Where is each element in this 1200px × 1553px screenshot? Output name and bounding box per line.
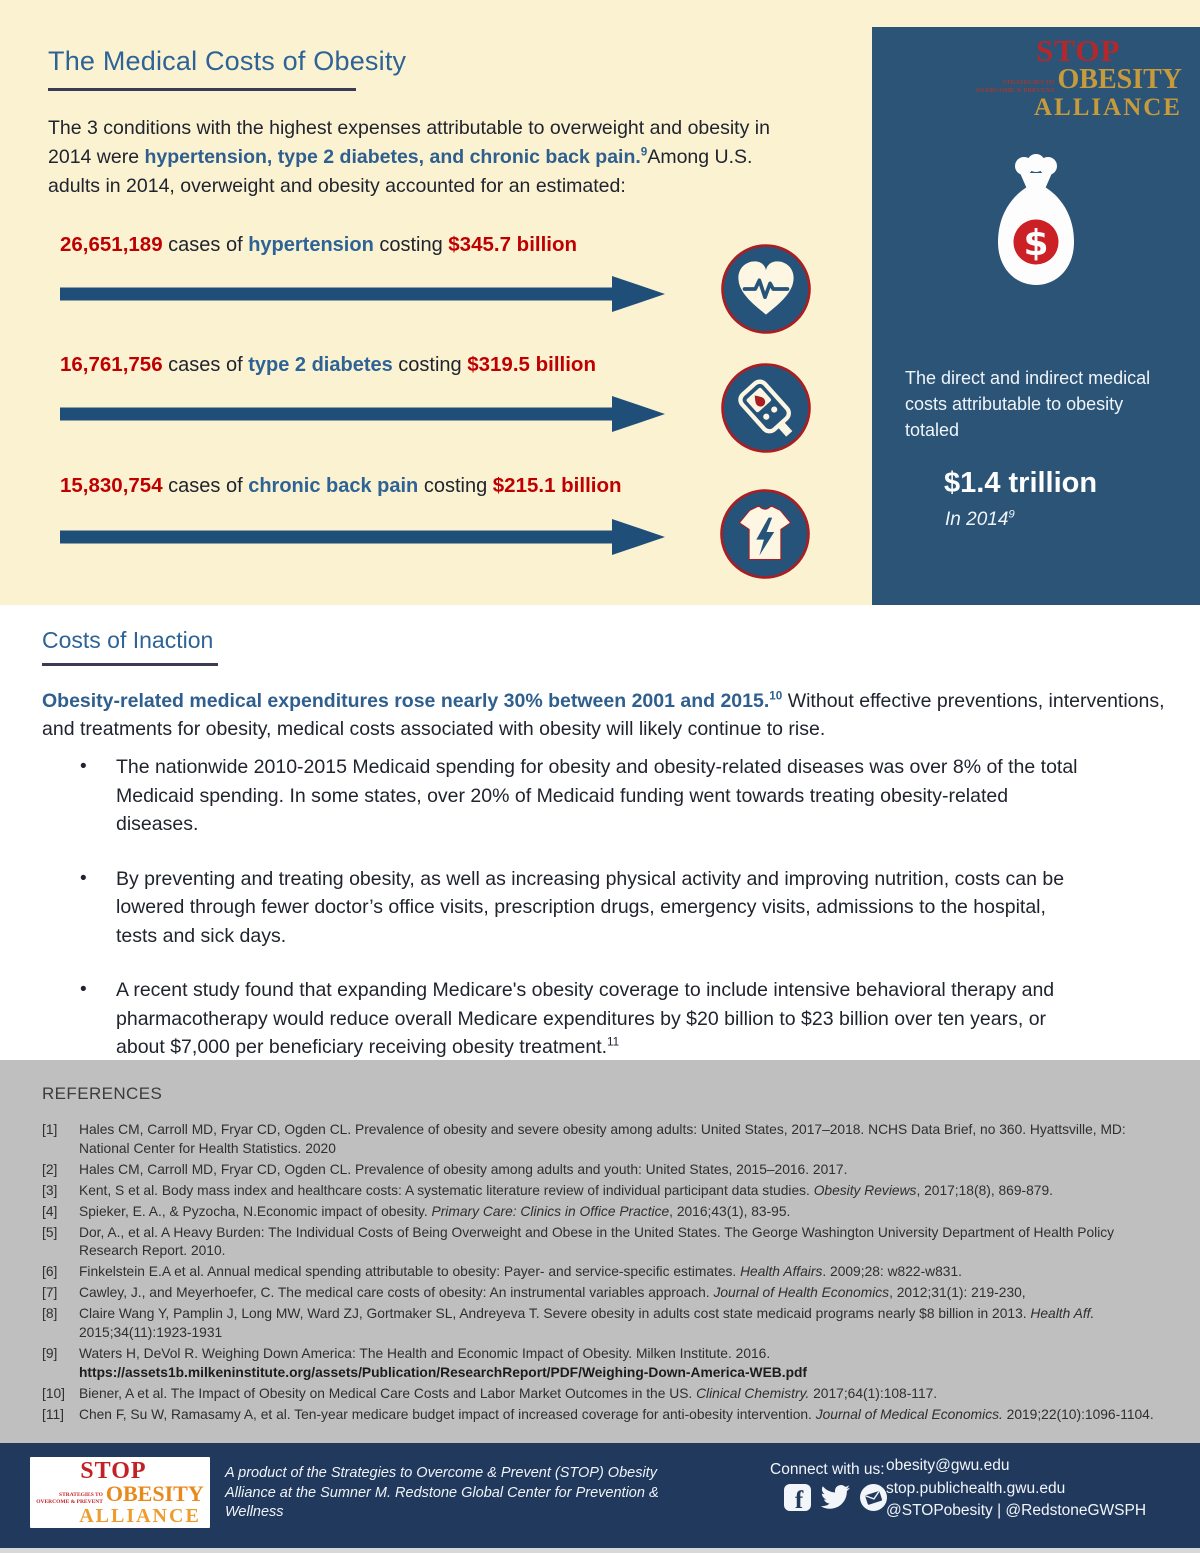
stat-hypertension <box>60 233 577 257</box>
contact-handles[interactable]: @STOPobesity | @RedstoneGWSPH <box>886 1502 1147 1519</box>
email-icon[interactable] <box>859 1483 888 1512</box>
heartbeat-icon <box>721 244 811 334</box>
contact-website[interactable]: stop.publichealth.gwu.edu <box>886 1479 1066 1497</box>
reference-label: [1] <box>42 1122 58 1137</box>
stat-costing: costing <box>418 475 493 497</box>
reference-item <box>42 1406 1162 1425</box>
intro-paragraph <box>48 114 796 201</box>
product-attribution: A product of the Strategies to Overcome & Prevent (STOP) Obesity Alliance at the Sumner M. Redstone Global Center for Prevention & Wellness <box>225 1465 659 1520</box>
reference-label: [2] <box>42 1161 58 1177</box>
reference-item <box>42 1121 1162 1159</box>
stat-condition: chronic back pain <box>248 475 419 497</box>
costs-of-inaction-section <box>0 605 1200 1060</box>
reference-label: [8] <box>42 1306 58 1322</box>
hero-section <box>0 0 1200 605</box>
stat-mid: cases of <box>162 234 249 256</box>
total-cost-value: $1.4 trillion <box>944 467 1098 499</box>
title-underline <box>48 88 356 91</box>
reference-text: Hales CM, Carroll MD, Fryar CD, Ogden CL. Prevalence of obesity and severe obesity among adults: United States, 2017–2018. NCHS Data Brief, no 360. Hyattsville, MD: National Center for Health Statistics. 2020 <box>79 1122 1126 1156</box>
stat-mid: cases of <box>162 475 249 497</box>
reference-label: [5] <box>42 1224 58 1240</box>
logo-tagline: STRATEGIES TO OVERCOME & PREVENT <box>36 1492 103 1505</box>
reference-label: [6] <box>42 1264 58 1280</box>
stop-obesity-alliance-logo <box>36 1459 203 1526</box>
page-title: The Medical Costs of Obesity <box>48 46 407 76</box>
reference-text: Claire Wang Y, Pamplin J, Long MW, Ward ZJ, Gortmaker SL, Andreyeva T. Severe obesity in adults cost state medicaid programs nearly $8 billion in 2013. Health Aff. 2015;34(11):1923-1931 <box>79 1306 1095 1341</box>
reference-label: [4] <box>42 1203 58 1219</box>
bullet-item: • A recent study found that expanding Medicare's obesity coverage to include intensive behavioral therapy and pharmacotherapy would reduce overall Medicare expenditures by $20 billion to $23 billion over ten years, or about $7,000 per beneficiary receiving obesity treatment.$^{11}$ <box>80 976 1085 1062</box>
reference-item <box>42 1161 1162 1180</box>
reference-text: Hales CM, Carroll MD, Fryar CD, Ogden CL. Prevalence of obesity among adults and youth: United States, 2015–2016. 2017. <box>79 1161 848 1177</box>
reference-text: Finkelstein E.A et al. Annual medical spending attributable to obesity: Payer- and service-specific estimates. Health Affairs. 2009;28: w822-w831. <box>79 1264 962 1280</box>
logo-alliance-text: ALLIANCE <box>79 1505 201 1527</box>
twitter-icon[interactable] <box>820 1483 851 1512</box>
logo-obesity-text: OBESITY <box>105 1481 204 1506</box>
logo-obesity-text: OBESITY <box>1057 64 1182 95</box>
lead-highlight: Obesity-related medical expenditures rose nearly 30% between 2001 and 2015. <box>42 690 770 712</box>
contact-email[interactable]: obesity@gwu.edu <box>886 1457 1010 1474</box>
references-section <box>0 1060 1200 1443</box>
connect-label: Connect with us: <box>770 1461 885 1478</box>
total-cost-period: In 2014$^9$ <box>945 508 1015 530</box>
logo-tagline: STRATEGIES TO OVERCOME & PREVENT <box>975 79 1055 94</box>
lead-paragraph <box>42 687 1172 743</box>
reference-label: [7] <box>42 1285 58 1301</box>
panel-description: The direct and indirect medical costs attributable to obesity totaled <box>905 368 1151 440</box>
reference-text: Waters H, DeVol R. Weighing Down America: The Health and Economic Impact of Obesity. Milken Institute. 2016. https://assets1b.milkeninstitute.org/assets/Publication/ResearchReport/PDF/Weighing-Down-America-WEB.pdf <box>79 1345 808 1380</box>
logo-stop-text: STOP <box>80 1458 147 1484</box>
title-underline <box>42 663 218 666</box>
reference-text: Kent, S et al. Body mass index and healthcare costs: A systematic literature review of individual participant data studies. Obesity Reviews, 2017;18(8), 869-879. <box>79 1182 1053 1198</box>
stat-count: 15,830,754 <box>60 474 163 497</box>
logo-alliance-text: ALLIANCE <box>1034 94 1182 121</box>
reference-item <box>42 1345 1162 1383</box>
logo-stop-text: STOP <box>1036 33 1121 68</box>
bottom-strip <box>0 1548 1200 1553</box>
intro-part2: Among U.S. adults in 2014, overweight and obesity accounted for an estimated: <box>48 146 753 197</box>
lead-rest: Without effective preventions, interventions, and treatments for obesity, medical costs associated with obesity will likely continue to rise. <box>42 690 1165 740</box>
reference-label: [11] <box>42 1406 64 1422</box>
section-title: Costs of Inaction <box>42 627 214 653</box>
arrow-graphic <box>60 394 665 434</box>
reference-item <box>42 1224 1162 1262</box>
intro-superscript: 9 <box>640 145 648 159</box>
bullet-superscript: 11 <box>607 1035 620 1049</box>
bullet-item: • By preventing and treating obesity, as well as increasing physical activity and improving nutrition, costs can be lowered through fewer doctor’s office visits, prescription drugs, emergency visits, admissions to the hospital, tests and sick days. <box>80 865 1085 951</box>
reference-text: Spieker, E. A., & Pyzocha, N.Economic impact of obesity. Primary Care: Clinics in Office Practice, 2016;43(1), 83-95. <box>79 1203 791 1219</box>
svg-text:$: $ <box>1023 223 1049 264</box>
reference-item <box>42 1305 1162 1343</box>
stat-cost: $345.7 billion <box>448 233 578 256</box>
glucose-meter-icon <box>721 363 811 453</box>
arrow-graphic <box>60 517 665 557</box>
social-icons <box>783 1483 888 1512</box>
reference-item <box>42 1284 1162 1303</box>
stat-cost: $319.5 billion <box>467 353 596 376</box>
lead-superscript: 10 <box>769 689 783 703</box>
stat-costing: costing <box>392 354 468 376</box>
contact-list <box>886 1455 1146 1523</box>
intro-part1: The 3 conditions with the highest expenses attributable to overweight and obesity in 2014 were <box>48 117 770 168</box>
stat-count: 26,651,189 <box>60 233 163 256</box>
reference-item <box>42 1182 1162 1201</box>
money-bag-icon <box>986 153 1086 293</box>
stat-condition: hypertension <box>248 234 374 256</box>
stat-cost: $215.1 billion <box>492 474 622 497</box>
reference-label: [9] <box>42 1345 58 1361</box>
svg-text:f: f <box>794 1487 804 1512</box>
bullet-list <box>80 753 1085 1088</box>
arrow-graphic <box>60 274 665 314</box>
reference-link[interactable]: https://assets1b.milkeninstitute.org/assets/Publication/ResearchReport/PDF/Weighing-Down-America-WEB.pdf <box>79 1364 808 1380</box>
back-pain-icon <box>720 489 810 579</box>
stat-condition: type 2 diabetes <box>248 354 393 376</box>
references-title: REFERENCES <box>42 1084 163 1103</box>
stat-diabetes <box>60 353 596 377</box>
reference-text: Cawley, J., and Meyerhoefer, C. The medical care costs of obesity: An instrumental variables approach. Journal of Health Economics, 2012;31(1): 219-230, <box>79 1285 1026 1301</box>
bullet-item: • The nationwide 2010-2015 Medicaid spending for obesity and obesity-related diseases was over 8% of the total Medicaid spending. In some states, over 20% of Medicaid funding went towards treating obesity-related diseases. <box>80 753 1085 839</box>
stat-costing: costing <box>373 234 449 256</box>
stat-count: 16,761,756 <box>60 353 163 376</box>
stat-mid: cases of <box>162 354 249 376</box>
stat-back-pain <box>60 474 622 498</box>
footer-logo-box <box>30 1457 210 1528</box>
reference-label: [10] <box>42 1385 66 1401</box>
reference-text: Dor, A., et al. A Heavy Burden: The Individual Costs of Being Overweight and Obese in the United States. The George Washington University Department of Health Policy Research Report. 2010. <box>79 1224 1115 1259</box>
reference-item <box>42 1263 1162 1282</box>
cost-summary-panel <box>872 27 1200 605</box>
reference-item <box>42 1203 1162 1222</box>
reference-item <box>42 1385 1162 1404</box>
intro-highlight: hypertension, type 2 diabetes, and chronic back pain. <box>144 146 641 168</box>
reference-label: [3] <box>42 1182 58 1198</box>
facebook-icon[interactable] <box>783 1483 812 1512</box>
reference-text: Chen F, Su W, Ramasamy A, et al. Ten-year medicare budget impact of increased coverage for anti-obesity intervention. Journal of Medical Economics. 2019;22(10):1096-1104. <box>79 1406 1154 1422</box>
stop-obesity-alliance-logo <box>974 35 1182 120</box>
reference-text: Biener, A et al. The Impact of Obesity on Medical Care Costs and Labor Market Outcomes in the US. Clinical Chemistry. 2017;64(1):108-117. <box>79 1385 938 1401</box>
references-list <box>42 1121 1162 1425</box>
footer <box>0 1443 1200 1548</box>
